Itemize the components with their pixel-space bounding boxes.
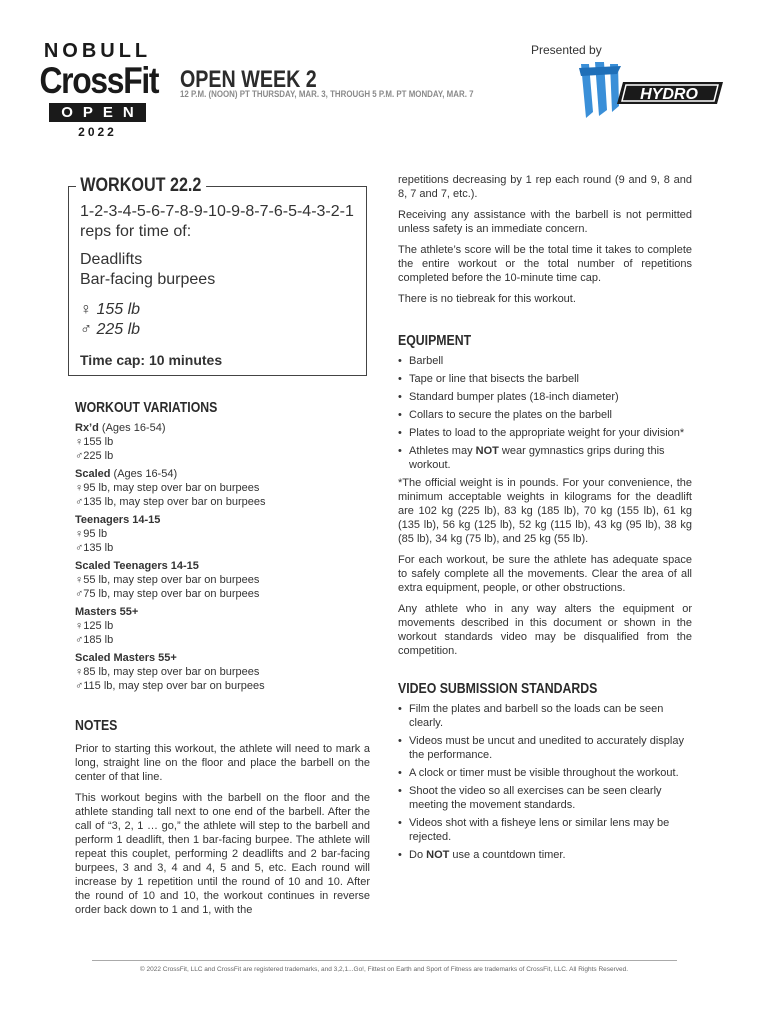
list-item: • A clock or timer must be visible throughout the workout. <box>398 766 692 780</box>
notes-paragraph: There is no tiebreak for this workout. <box>398 293 576 305</box>
variation-name: Scaled Teenagers 14-15 <box>75 560 199 572</box>
list-item: • Collars to secure the plates on the barbell <box>398 408 692 422</box>
workout-title: WORKOUT 22.2 <box>76 175 206 197</box>
monster-hydro-logo <box>577 60 725 122</box>
workout-reps-scheme: 1-2-3-4-5-6-7-8-9-10-9-8-7-6-5-4-3-2-1 <box>80 203 354 220</box>
movement-burpee: Bar-facing burpees <box>80 271 216 288</box>
list-item: • Videos must be uncut and unedited to accurately display the performance. <box>398 734 692 762</box>
weight-note: *The official weight is in pounds. For your convenience, the minimum acceptable weights in kilograms for the deadlift are 102 kg (225 lb), 83 kg (185 lb), 70 kg (155 lb), 61 kg (135 lb), 56 kg (125 lb), 52 kg (115 lb), 43 kg (95 lb), 38 kg (85 lb), 34 kg (75 lb), and 25 kg (55 lb). <box>398 477 692 545</box>
left-column <box>75 399 370 917</box>
list-item: • Plates to load to the appropriate weight for your division* <box>398 426 692 440</box>
page-subtitle: 12 P.M. (NOON) PT THURSDAY, MAR. 3, THROUGH 5 P.M. PT MONDAY, MAR. 7 <box>180 89 474 99</box>
variation-group <box>75 605 370 647</box>
variation-ages: (Ages 16-54) <box>101 422 166 434</box>
variation-name: Scaled <box>75 468 111 480</box>
variation-male: ♂135 lb, may step over bar on burpees <box>75 496 266 508</box>
variations-heading: WORKOUT VARIATIONS <box>75 399 218 416</box>
list-item: • Shoot the video so all exercises can be seen clearly meeting the movement standards. <box>398 784 692 812</box>
variation-name: Rx’d <box>75 422 99 434</box>
variation-name: Teenagers 14-15 <box>75 514 161 526</box>
variation-group <box>75 421 370 463</box>
variation-female: ♀125 lb <box>75 620 114 632</box>
list-item: • Athletes may NOT wear gymnastics grips during this workout. <box>398 444 692 472</box>
list-item: • Standard bumper plates (18-inch diameter) <box>398 390 692 404</box>
page-title: OPEN WEEK 2 <box>180 66 317 93</box>
presented-by-label: Presented by <box>531 43 602 57</box>
variation-female: ♀155 lb <box>75 436 114 448</box>
notes-paragraph: Receiving any assistance with the barbell is not permitted unless safety is an immediate concern. <box>398 209 692 235</box>
equipment-list <box>398 354 692 472</box>
variation-female: ♀95 lb, may step over bar on burpees <box>75 482 260 494</box>
time-cap: Time cap: 10 minutes <box>80 352 223 368</box>
variation-name: Masters 55+ <box>75 606 139 618</box>
variation-male: ♂75 lb, may step over bar on burpees <box>75 588 260 600</box>
variation-female: ♀55 lb, may step over bar on burpees <box>75 574 260 586</box>
workout-details <box>80 202 365 368</box>
notes-heading: NOTES <box>75 717 118 734</box>
logo-year: 2022 <box>78 125 117 139</box>
logo-brand: NOBULL <box>43 40 152 62</box>
list-item: • Tape or line that bisects the barbell <box>398 372 692 386</box>
variation-group <box>75 467 370 509</box>
female-weight: ♀ 155 lb <box>80 301 141 318</box>
list-item: • Do NOT use a countdown timer. <box>398 848 692 862</box>
video-standards-heading: VIDEO SUBMISSION STANDARDS <box>398 680 598 697</box>
variation-group <box>75 559 370 601</box>
video-standards-list <box>398 702 692 862</box>
footer-divider <box>92 960 677 961</box>
variation-female: ♀85 lb, may step over bar on burpees <box>75 666 260 678</box>
variation-male: ♂115 lb, may step over bar on burpees <box>75 680 265 692</box>
right-column <box>398 173 692 866</box>
movement-deadlift: Deadlifts <box>80 251 143 268</box>
list-item: • Film the plates and barbell so the loads can be seen clearly. <box>398 702 692 730</box>
notes-paragraph: Prior to starting this workout, the athlete will need to mark a long, straight line on the floor and place the barbell on the center of that line. <box>75 743 370 783</box>
male-weight: ♂ 225 lb <box>80 321 141 338</box>
space-note: For each workout, be sure the athlete has adequate space to safely complete all the movements. Clear the area of all extra equipment, people, or other obstructions. <box>398 554 692 594</box>
notes-paragraph: This workout begins with the barbell on the floor and the athlete standing tall next to one end of the barbell. After the call of “3, 2, 1 … go,” the athlete will step to the barbell and perform 1 deadlift, then 1 bar-facing burpee. The athlete will repeat this couplet, performing 2 deadlifts and 2 bar-facing burpees, 3 and 3, 4 and 4, 5 and 5, etc. Each round will increase by 1 repetition until the round of 10 and 10. After the round of 10 and 10, the workout continues in reverse order back down to 1 and 1, with the <box>75 792 370 916</box>
logo-name: CrossFit <box>39 60 159 101</box>
sponsor-name: HYDRO <box>640 86 698 103</box>
variations-list <box>75 421 370 693</box>
footer-copyright: © 2022 CrossFit, LLC and CrossFit are registered trademarks, and 3,2,1...Go!, Fittest on Earth and Sport of Fitness are trademarks of CrossFit, LLC. All Rights Reserved. <box>139 966 629 973</box>
monster-claw-icon <box>579 62 621 118</box>
variation-group <box>75 513 370 555</box>
workout-reps-label: reps for time of: <box>80 223 192 240</box>
equipment-heading: EQUIPMENT <box>398 332 472 349</box>
variation-ages: (Ages 16-54) <box>113 468 178 480</box>
variation-name: Scaled Masters 55+ <box>75 652 177 664</box>
alteration-note: Any athlete who in any way alters the equipment or movements described in this document or shown in the workout standards video may be disqualified from the competition. <box>398 603 692 657</box>
crossfit-open-logo <box>30 40 165 139</box>
list-item: • Videos shot with a fisheye lens or similar lens may be rejected. <box>398 816 692 844</box>
logo-event: OPEN <box>49 103 146 122</box>
list-item: • Barbell <box>398 354 692 368</box>
notes-paragraph: repetitions decreasing by 1 rep each round (9 and 9, 8 and 8, 7 and 7, etc.). <box>398 174 692 200</box>
variation-female: ♀95 lb <box>75 528 108 540</box>
variation-male: ♂225 lb <box>75 450 114 462</box>
variation-group <box>75 651 370 693</box>
variation-male: ♂185 lb <box>75 634 114 646</box>
notes-paragraph: The athlete’s score will be the total time it takes to complete the entire workout or the total number of repetitions completed before the 10-minute time cap. <box>398 244 692 284</box>
variation-male: ♂135 lb <box>75 542 114 554</box>
